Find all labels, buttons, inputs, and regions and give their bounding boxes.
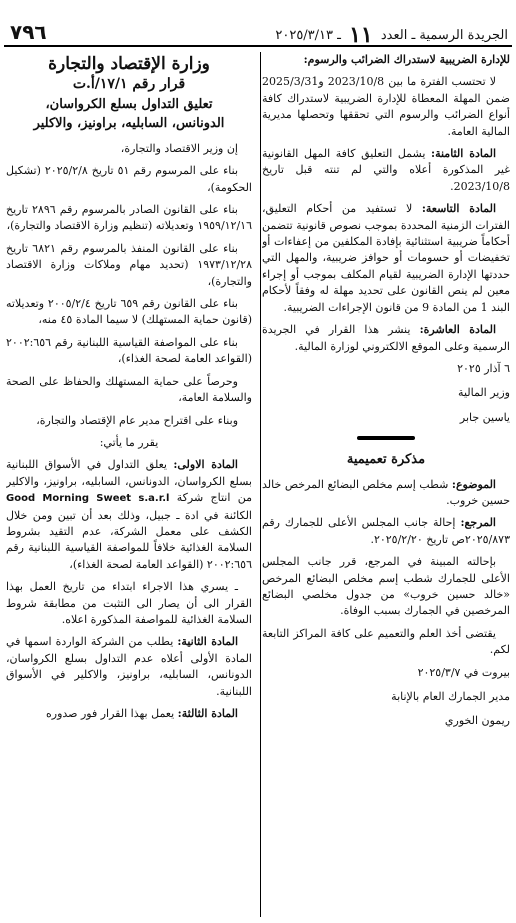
article-label: المادة الثانية: [177,635,238,649]
memo-title: مذكرة تعميمية [346,452,426,468]
signer-name: ياسين جابر [459,410,510,424]
gazette-name: الجريدة الرسمية ـ العدد [380,28,508,43]
paragraph: بناء على القانون المنفذ بالمرسوم رقم ٦٨٢١ تاريخ ١٩٧٣/١٢/٢٨ (تحديد مهام وملاكات وزارة الاقتصاد والتجارة)، [6,241,252,288]
decision-date: ٦ آذار ٢٠٢٥ [457,361,510,375]
company-name: Good Morning Sweet s.a.r.l [6,493,170,505]
article-label: المادة العاشرة: [419,323,496,337]
decision-number: قرار رقم ١٧/١/أ.ت [72,76,186,93]
signer-title: وزير المالية [458,386,510,400]
article-label: المادة الثامنة: [431,147,496,161]
memo-signer-name: ريمون الخوري [444,714,510,728]
article-text: لا تستفيد من أحكام التعليق، الفترات الزمنية المحددة بموجب نصوص قانونية تتضمن أحكاماً ضريبية استثنائية بإفادة المكلفين من إعفاءات أو تخفيضات أو حسومات أو حوافز ضريبية، والمهل التي حددتها الإدارة الضريبية لقيام المكلف بموجب أو إجراء معين لم ينص القانون على تحديد مهلة له وفقاً لأحكام البند 1 من المادة 9 من قانون الإجراءات الضريبية. [262,202,510,314]
subject-line: تعليق التداول بسلع الكرواسان، [45,96,213,112]
header-rule [4,45,512,47]
subject-label: الموضوع: [451,477,496,491]
paragraph: بناء على المواصفة القياسية اللبنانية رقم ٢٠٠٢:٦٥٦ (القواعد العامة لصحة الغذاء)، [6,335,252,366]
decides-line: يقرر ما يأتي: [99,435,159,449]
left-column [6,52,252,919]
memo-place-date: بيروت في ٢٠٢٥/٣/٧ [417,665,510,679]
paragraph: وبناء على اقتراح مدير عام الإقتصاد والتجارة، [36,413,238,427]
paragraph: بناء على القانون رقم ٦٥٩ تاريخ ٢٠٠٥/٢/٤ وتعديلاته (قانون حماية المستهلك) لا سيما المادة ٤٥ منه، [6,297,252,327]
article-8 [262,146,510,195]
paragraph: لا تحتسب الفترة ما بين 2023/10/8 و2025/3/31 ضمن المهلة المعطاة للإدارة الضريبية لاستدراك كافة أنواع الضرائب والرسوم التي تحققها وتحصلها مديرية المالية العامة. [262,75,510,138]
article-3 [6,706,252,722]
paragraph: بناء على المرسوم رقم ٥١ تاريخ ٢٠٢٥/٢/٨ (تشكيل الحكومة)، [6,164,252,194]
article-label: المادة الاولى: [173,458,238,472]
memo-subject [262,477,510,510]
memo-reference [262,515,510,548]
decision-subject [6,95,252,133]
ministry-title: وزارة الإقتصاد والتجارة [48,54,210,74]
page-header [0,0,516,48]
paragraph: إن وزير الاقتصاد والتجارة، [120,141,238,155]
memo-signer-title: مدير الجمارك العام بالإنابة [391,690,510,703]
article-10 [262,322,510,355]
page-number: ٧٩٦ [10,20,47,44]
paragraph: ـ يسري هذا الاجراء ابتداء من تاريخ العمل بهذا القرار الى أن يصار الى التثبت من مطابقة شروط السلامة الغذائية للمواصفة المذكورة اعلاه. [6,580,252,626]
article-text: يشمل التعليق كافة المهل القانونية غير المذكورة أعلاه والتي لم تنته قبل تاريخ 2023/10/8. [262,147,510,193]
paragraph: بناء على القانون الصادر بالمرسوم رقم ٢٨٩٦ تاريخ ١٩٥٩/١٢/١٦ وتعديلاته (تنظيم وزارة الاقتصاد والتجارة)، [6,203,252,233]
article-9 [262,201,510,316]
memo-body: بإحالته المبينة في المرجع، قرر جانب المجلس الأعلى للجمارك شطب إسم مخلص البضائع المرخص «خالد حسين خروب» من جدول مخلصي البضائع المرخصين في الجمارك بسبب الوفاة. [262,555,510,618]
article-label: المادة التاسعة: [421,202,497,216]
article-label: المادة الثالثة: [177,707,238,720]
article-text: يعمل بهذا القرار فور صدوره [46,707,178,720]
memo-body: يقتضى أخذ العلم والتعميم على كافة المراكز التابعة لكم. [262,626,510,657]
issue-number: ١١ [349,22,373,48]
section-separator [357,436,415,440]
article-text: يطلب من الشركة الواردة اسمها في المادة الأولى أعلاه عدم التداول بسلع الكرواسان، الدونانس، السابليه، براونيز، والاكلير في الأسواق اللبنانية. [6,635,252,698]
column-divider [260,52,261,917]
paragraph: وحرصاً على حماية المستهلك والحفاظ على الصحة والسلامة العامة، [6,374,252,405]
reference-label: المرجع: [460,516,496,530]
article-1 [6,457,252,573]
right-column [262,52,510,919]
article-text: يعلق التداول في الأسواق اللبنانية بسلع الكرواسان، الدونانس، السابليه، براونيز، والاكلير من انتاج شركة [6,458,252,505]
subject-line: الدونانس، السابليه، براونيز، والاكلير [33,115,225,131]
article-text: ينشر هذا القرار في الجريدة الرسمية وعلى الموقع الالكتروني لوزارة المالية. [262,323,510,353]
article-2 [6,634,252,700]
article-text: الكائنة في ادة ـ جبيل، وذلك بعد أن تبين ومن خلال الكشف على معمل الشركة، عدم التقيد بشروط السلامة الغذائية خلافاً للمواصفة القياسية اللبنانية رقم ٢٠٠٢:٦٥٦ (القواعد العامة لصحة الغذاء)، [6,508,252,571]
reference-text: إحالة جانب المجلس الأعلى للجمارك رقم ٢٠٢٥/٨٧٣ص تاريخ ٢٠٢٥/٢/٢٠. [262,516,510,546]
subject-text: شطب إسم مخلص البضائع المرخص خالد حسين خروب. [262,477,510,507]
section-title: للإدارة الضريبية لاستدراك الضرائب والرسوم: [303,53,510,66]
issue-date: ـ ٢٠٢٥/٣/١٣ [275,28,341,43]
